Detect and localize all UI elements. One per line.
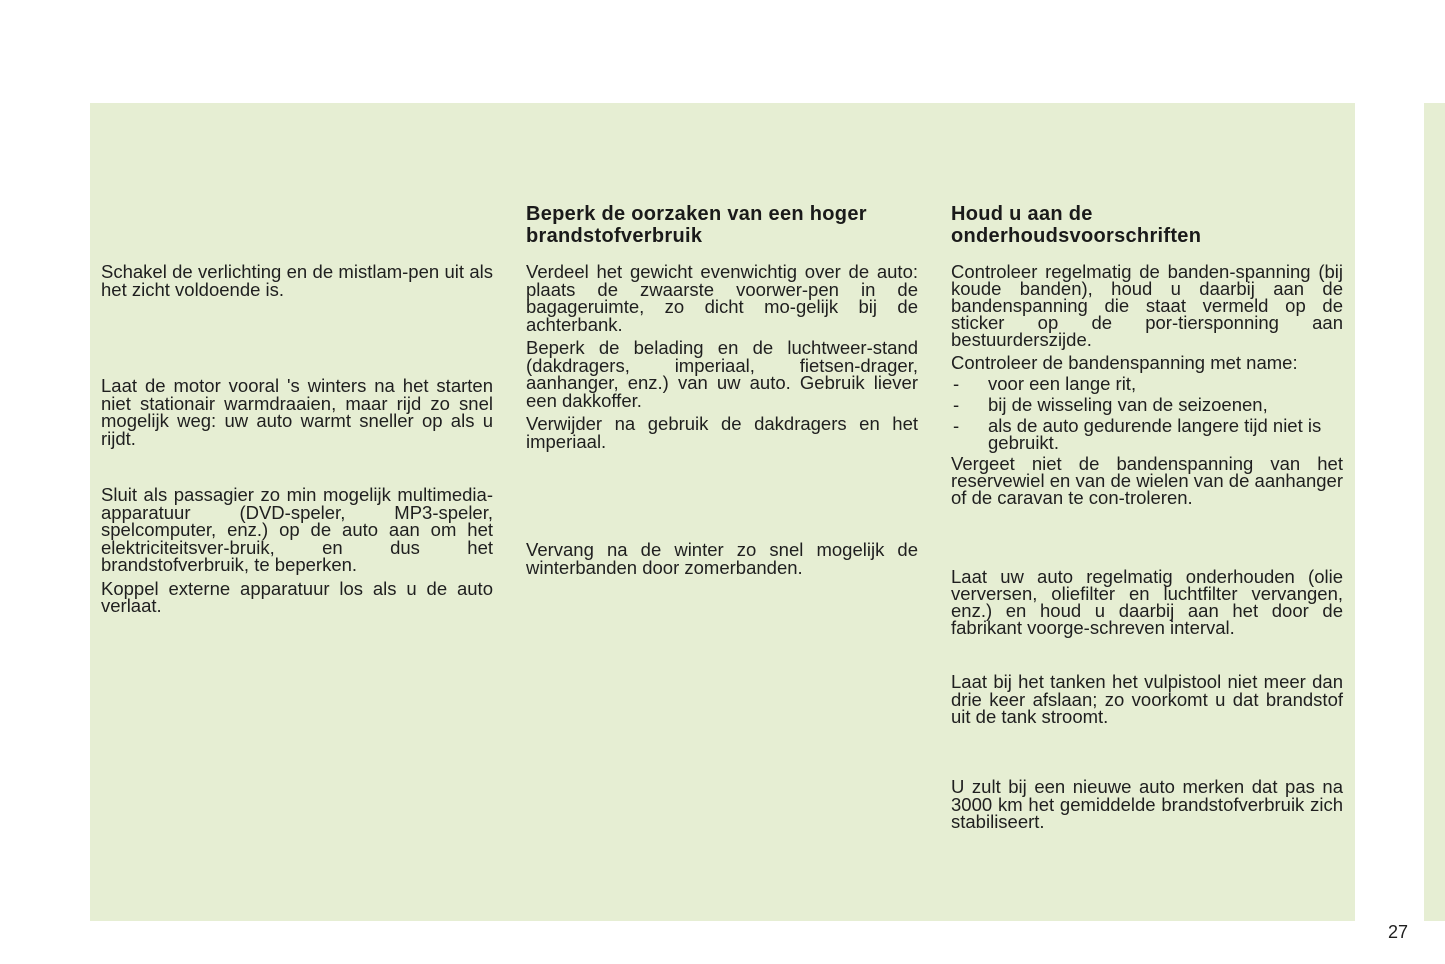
paragraph: Controleer regelmatig de banden-spanning (bij koude banden), houd u daarbij aan de bandenspanning die staat vermeld op de sticker op de por-tiersponning aan bestuurderszijde.: [951, 261, 1343, 350]
paragraph: Laat bij het tanken het vulpistool niet meer dan drie keer afslaan; zo voorkomt u dat brandstof uit de tank stroomt.: [951, 671, 1343, 727]
tyre-pressure-block: [951, 263, 1343, 506]
dash-list: [951, 375, 1343, 451]
section-heading: Houd u aan de onderhoudsvoorschriften: [951, 203, 1202, 247]
text-block: [101, 377, 493, 447]
paragraph: Verdeel het gewicht evenwichtig over de auto: plaats de zwaarste voorwer-pen in de bagageruimte, zo dicht mo-gelijk bij de achterbank.: [526, 261, 918, 335]
paragraph: Laat uw auto regelmatig onderhouden (olie verversen, oliefilter en luchtfilter vervangen, enz.) en houd u daarbij aan het door de fabrikant voorge-schreven interval.: [951, 566, 1343, 638]
text-block: [526, 541, 918, 576]
side-tab: [1424, 103, 1445, 921]
paragraph: U zult bij een nieuwe auto merken dat pas na 3000 km het gemiddelde brandstofverbruik zich stabiliseert.: [951, 776, 1343, 832]
list-item: - voor een lange rit,: [951, 375, 1343, 392]
text-block: [101, 263, 493, 298]
text-block: [951, 673, 1343, 726]
text-block: [101, 486, 493, 615]
paragraph: Schakel de verlichting en de mistlam-pen uit als het zicht voldoende is.: [101, 261, 493, 300]
section-heading: Beperk de oorzaken van een hoger brandstofverbruik: [526, 203, 867, 247]
paragraph: Verwijder na gebruik de dakdragers en het imperiaal.: [526, 413, 918, 452]
paragraph: Laat de motor vooral 's winters na het starten niet stationair warmdraaien, maar rijd zo snel mogelijk weg: uw auto warmt sneller op als u rijdt.: [101, 375, 493, 449]
paragraph: Sluit als passagier zo min mogelijk multimedia-apparatuur (DVD-speler, MP3-speler, spelcomputer, enz.) op de auto aan om het elektriciteitsver-bruik, en dus het brandstofverbruik, te beperken.: [101, 484, 493, 575]
text-block: [526, 263, 918, 450]
page-number: 27: [1388, 922, 1409, 942]
paragraph: Vergeet niet de bandenspanning van het reservewiel en van de wielen van de aanhanger of de caravan te con-troleren.: [951, 453, 1343, 508]
paragraph: Controleer de bandenspanning met name:: [951, 352, 1298, 373]
paragraph: Vervang na de winter zo snel mogelijk de winterbanden door zomerbanden.: [526, 539, 918, 578]
text-block: [951, 568, 1343, 636]
paragraph: Beperk de belading en de luchtweer-stand (dakdragers, imperiaal, fietsen-drager, aanhanger, enz.) van uw auto. Gebruik liever een dakkoffer.: [526, 337, 918, 411]
text-block: [951, 778, 1343, 831]
list-item: - als de auto gedurende langere tijd niet is gebruikt.: [951, 417, 1343, 451]
list-item: - bij de wisseling van de seizoenen,: [951, 396, 1343, 413]
paragraph: Koppel externe apparatuur los als u de auto verlaat.: [101, 577, 493, 616]
